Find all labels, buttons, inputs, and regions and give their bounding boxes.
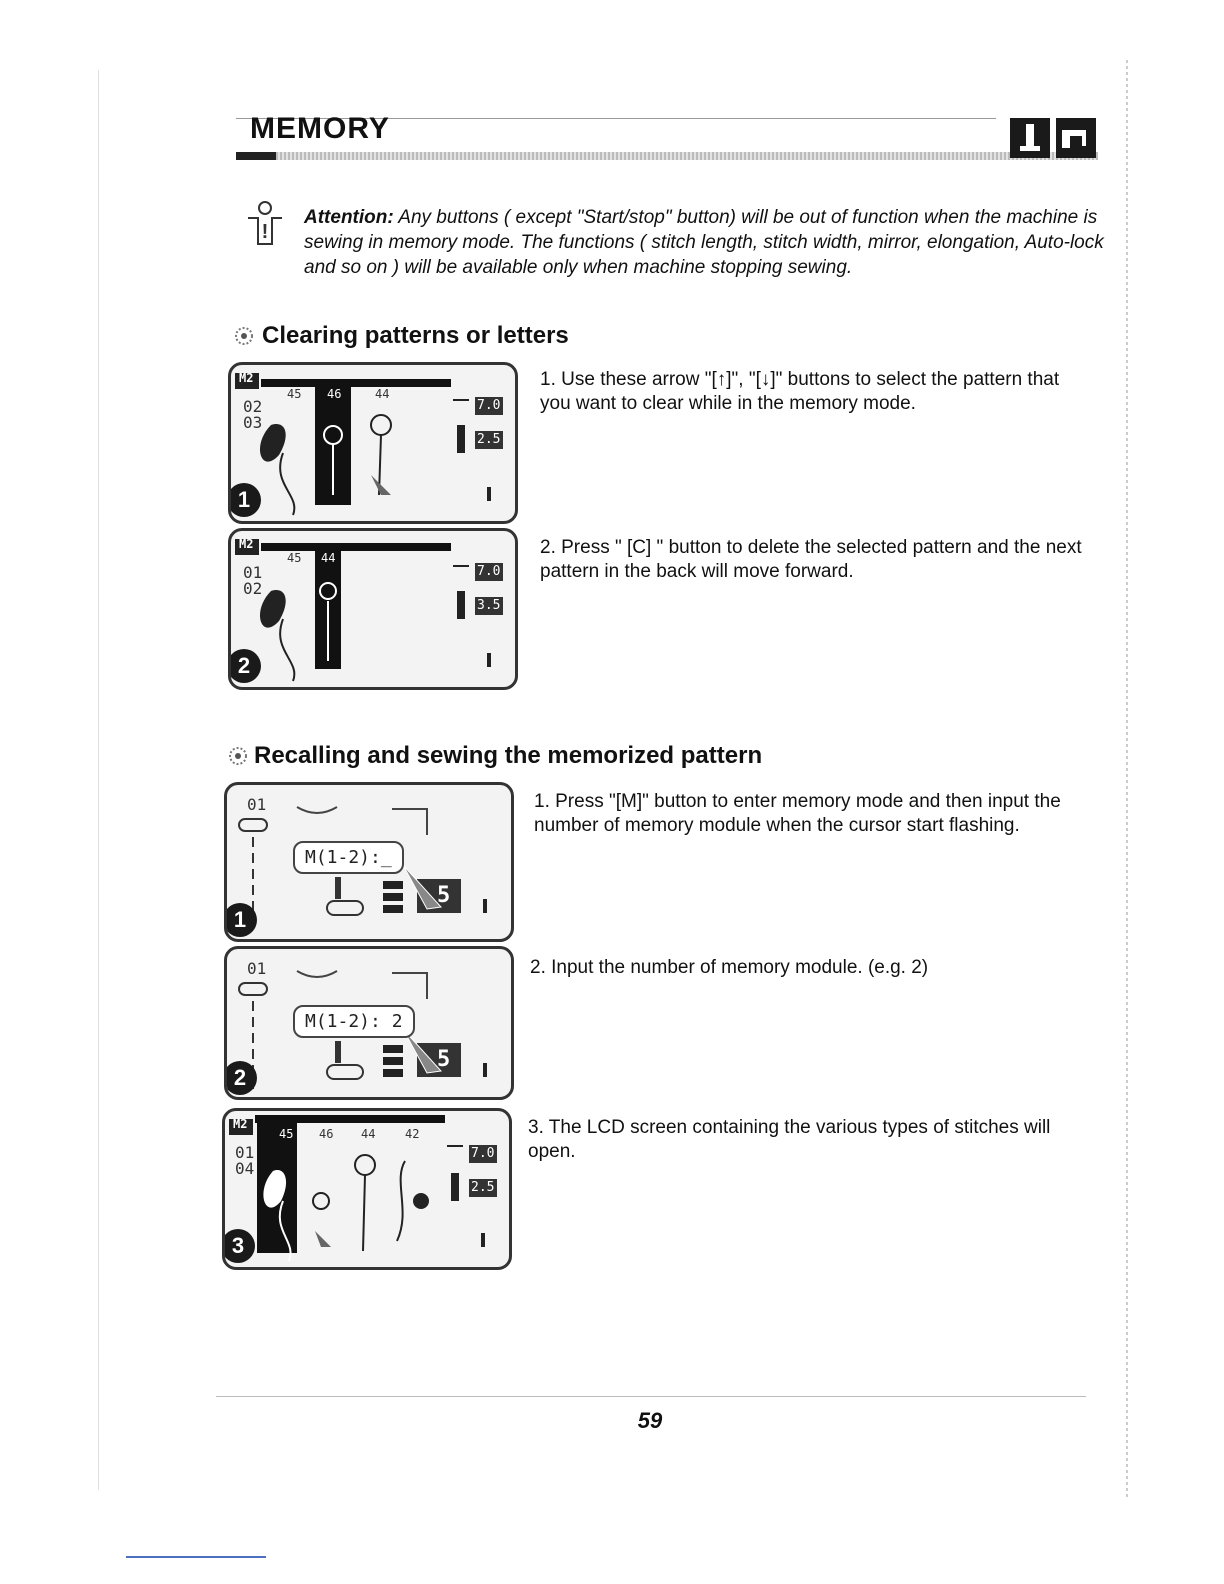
clearing-step-2: 2. Press " [C] " button to delete the selected pattern and the next pattern in the back will move forward. — [540, 537, 1082, 582]
lcd-recall-2 — [224, 946, 514, 1100]
lcd-stitch-length: 7.0 — [471, 1146, 495, 1161]
lcd-position-top: 02 — [243, 397, 263, 416]
lcd-memory-position: 01 — [247, 795, 267, 814]
footer-rule — [216, 1396, 1086, 1397]
title-underline-accent — [236, 152, 276, 160]
attention-icon — [244, 198, 286, 248]
lcd-stitch-length: 7.0 — [477, 564, 501, 579]
step-badge: 1 — [228, 483, 261, 517]
lcd-stitch-length: 7.0 — [477, 398, 501, 413]
lcd-pattern-number: 42 — [405, 1127, 420, 1141]
lcd-stitch-width: 2.5 — [477, 432, 501, 447]
lcd-stitch-width: 2.5 — [471, 1180, 495, 1195]
bottom-link-underline — [126, 1556, 266, 1558]
title-underline-bar — [236, 152, 1098, 160]
section-bullet-icon — [228, 746, 248, 766]
lcd-memory-position: 01 — [247, 959, 267, 978]
lcd-mode: M2 — [239, 371, 254, 385]
lcd-clearing-1 — [228, 362, 518, 524]
lcd-pattern-number: 44 — [361, 1127, 376, 1141]
page-edge-right — [1126, 60, 1128, 1500]
lcd-clearing-2 — [228, 528, 518, 690]
attention-label: Attention: — [304, 207, 394, 228]
page-edge-left — [98, 70, 99, 1490]
step-badge: 2 — [228, 649, 261, 683]
page-number: 59 — [637, 1408, 663, 1433]
lcd-pattern-number: 45 — [287, 551, 302, 565]
lcd-pattern-number: 45 — [287, 387, 302, 401]
lcd-mode: M2 — [233, 1117, 248, 1131]
lcd-position-top: 01 — [235, 1143, 255, 1162]
recall-step-3: 3. The LCD screen containing the various types of stitches will open. — [528, 1117, 1051, 1162]
svg-text:!: ! — [261, 221, 269, 243]
lcd-recall-3 — [222, 1108, 512, 1270]
step-badge: 1 — [224, 903, 257, 937]
lcd-value: 5 — [437, 1047, 451, 1072]
attention-body: Any buttons ( except "Start/stop" button) will be out of function when the machine is sewing in memory mode. The functions ( stitch length, stitch width, mirror, elongation, Auto-lock and so on ) will be available only when machine stopping sewing. — [304, 207, 1104, 278]
lcd-pattern-number: 46 — [319, 1127, 334, 1141]
lcd-pattern-number: 45 — [279, 1127, 294, 1141]
lcd-pattern-number: 46 — [327, 387, 342, 401]
lcd-recall-1 — [224, 782, 514, 942]
section-heading-recalling: Recalling and sewing the memorized pattern — [254, 742, 763, 769]
sewing-machine-icon — [1056, 118, 1096, 158]
step-badge: 2 — [224, 1061, 257, 1095]
lcd-pattern-number: 44 — [375, 387, 390, 401]
page-title: MEMORY — [250, 112, 390, 145]
clearing-step-1: 1. Use these arrow "[↑]", "[↓]" buttons to select the pattern that you want to clear while in the memory mode. — [540, 369, 1060, 414]
memory-prompt: M(1-2): 2 — [293, 1005, 415, 1038]
lcd-mode: M2 — [239, 537, 254, 551]
lcd-position-bottom: 04 — [235, 1159, 255, 1178]
presser-foot-icon — [1010, 118, 1050, 158]
attention-note — [304, 205, 1104, 280]
section-heading-clearing: Clearing patterns or letters — [262, 322, 569, 349]
step-badge: 3 — [222, 1229, 255, 1263]
lcd-position-top: 01 — [243, 563, 263, 582]
lcd-value: 5 — [437, 883, 451, 908]
lcd-stitch-width: 3.5 — [477, 598, 501, 613]
section-bullet-icon — [234, 326, 254, 346]
recall-step-2: 2. Input the number of memory module. (e.g. 2) — [530, 957, 929, 978]
lcd-position-bottom: 03 — [243, 413, 263, 432]
lcd-pattern-number: 44 — [321, 551, 336, 565]
memory-prompt: M(1-2):_ — [293, 841, 404, 874]
recall-step-1: 1. Press "[M]" button to enter memory mode and then input the number of memory module when the cursor start flashing. — [534, 791, 1061, 836]
lcd-position-bottom: 02 — [243, 579, 263, 598]
